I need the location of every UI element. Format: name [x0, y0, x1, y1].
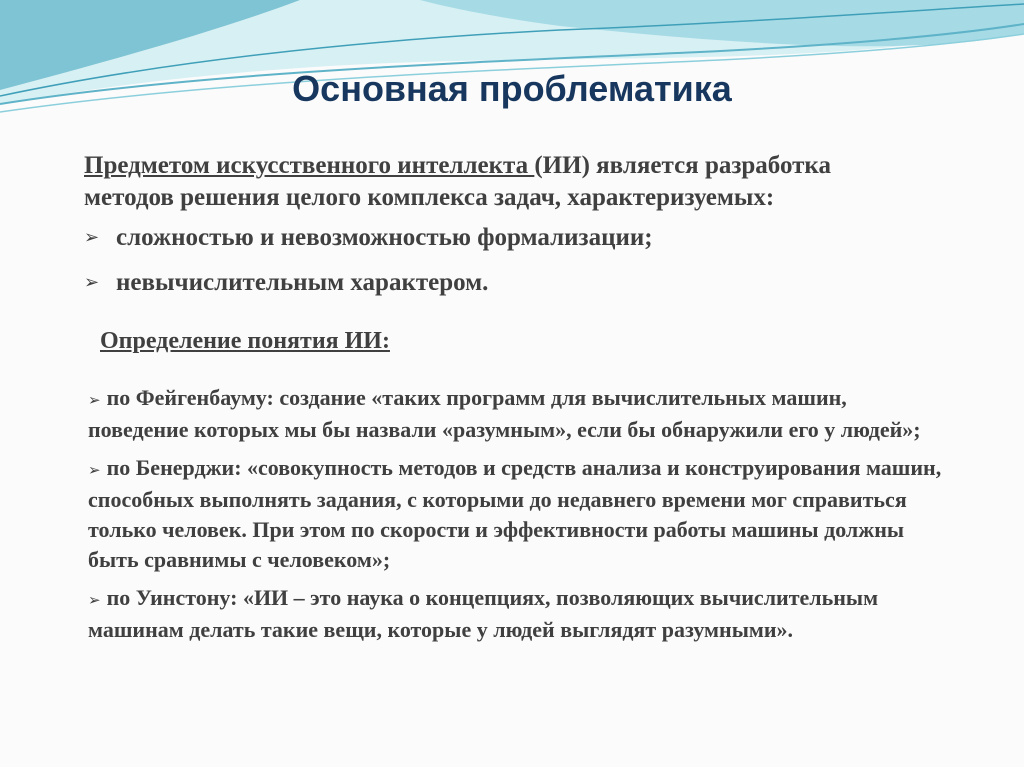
intro-line-1-rest: (ИИ) является разработка — [534, 152, 831, 179]
intro-underlined-subject: Предметом искусственного интеллекта — [84, 152, 535, 179]
arrow-bullet-icon: ➢ — [88, 591, 101, 609]
definition-item — [88, 383, 948, 445]
list-item-text: сложностью и невозможностью формализации; — [116, 224, 653, 251]
arrow-bullet-icon: ➢ — [84, 272, 100, 293]
list-item — [84, 222, 964, 254]
definition-text: по Уинстону: «ИИ – это наука о концепциях, позволяющих вычислительным машинам делать такие вещи, которые у людей выглядят разумными». — [88, 585, 879, 642]
definition-text: по Фейгенбауму: создание «таких программ для вычислительных машин, поведение которых мы бы назвали «разумным», если бы обнаружили его у людей»; — [88, 385, 921, 442]
definition-item — [88, 453, 948, 575]
characteristics-list — [84, 222, 964, 312]
arrow-bullet-icon: ➢ — [88, 461, 101, 479]
arrow-bullet-icon: ➢ — [84, 227, 100, 248]
intro-line-2: методов решения целого комплекса задач, характеризуемых: — [84, 184, 775, 211]
arrow-bullet-icon: ➢ — [88, 391, 101, 409]
list-item-text: невычислительным характером. — [116, 269, 489, 296]
definitions-heading: Определение понятия ИИ: — [100, 328, 390, 354]
slide-title: Основная проблематика — [292, 68, 732, 109]
definition-item — [88, 583, 948, 645]
intro-paragraph — [84, 150, 964, 214]
list-item — [84, 267, 964, 299]
definitions-list — [88, 383, 948, 653]
definition-text: по Бенерджи: «совокупность методов и средств анализа и конструирования машин, способных выполнять задания, с которыми до недавнего времени мог справиться только человек. При этом по скорости и эффективности работы машины должны быть сравнимы с человеком»; — [88, 455, 942, 572]
wave-header-decoration — [0, 0, 1024, 130]
